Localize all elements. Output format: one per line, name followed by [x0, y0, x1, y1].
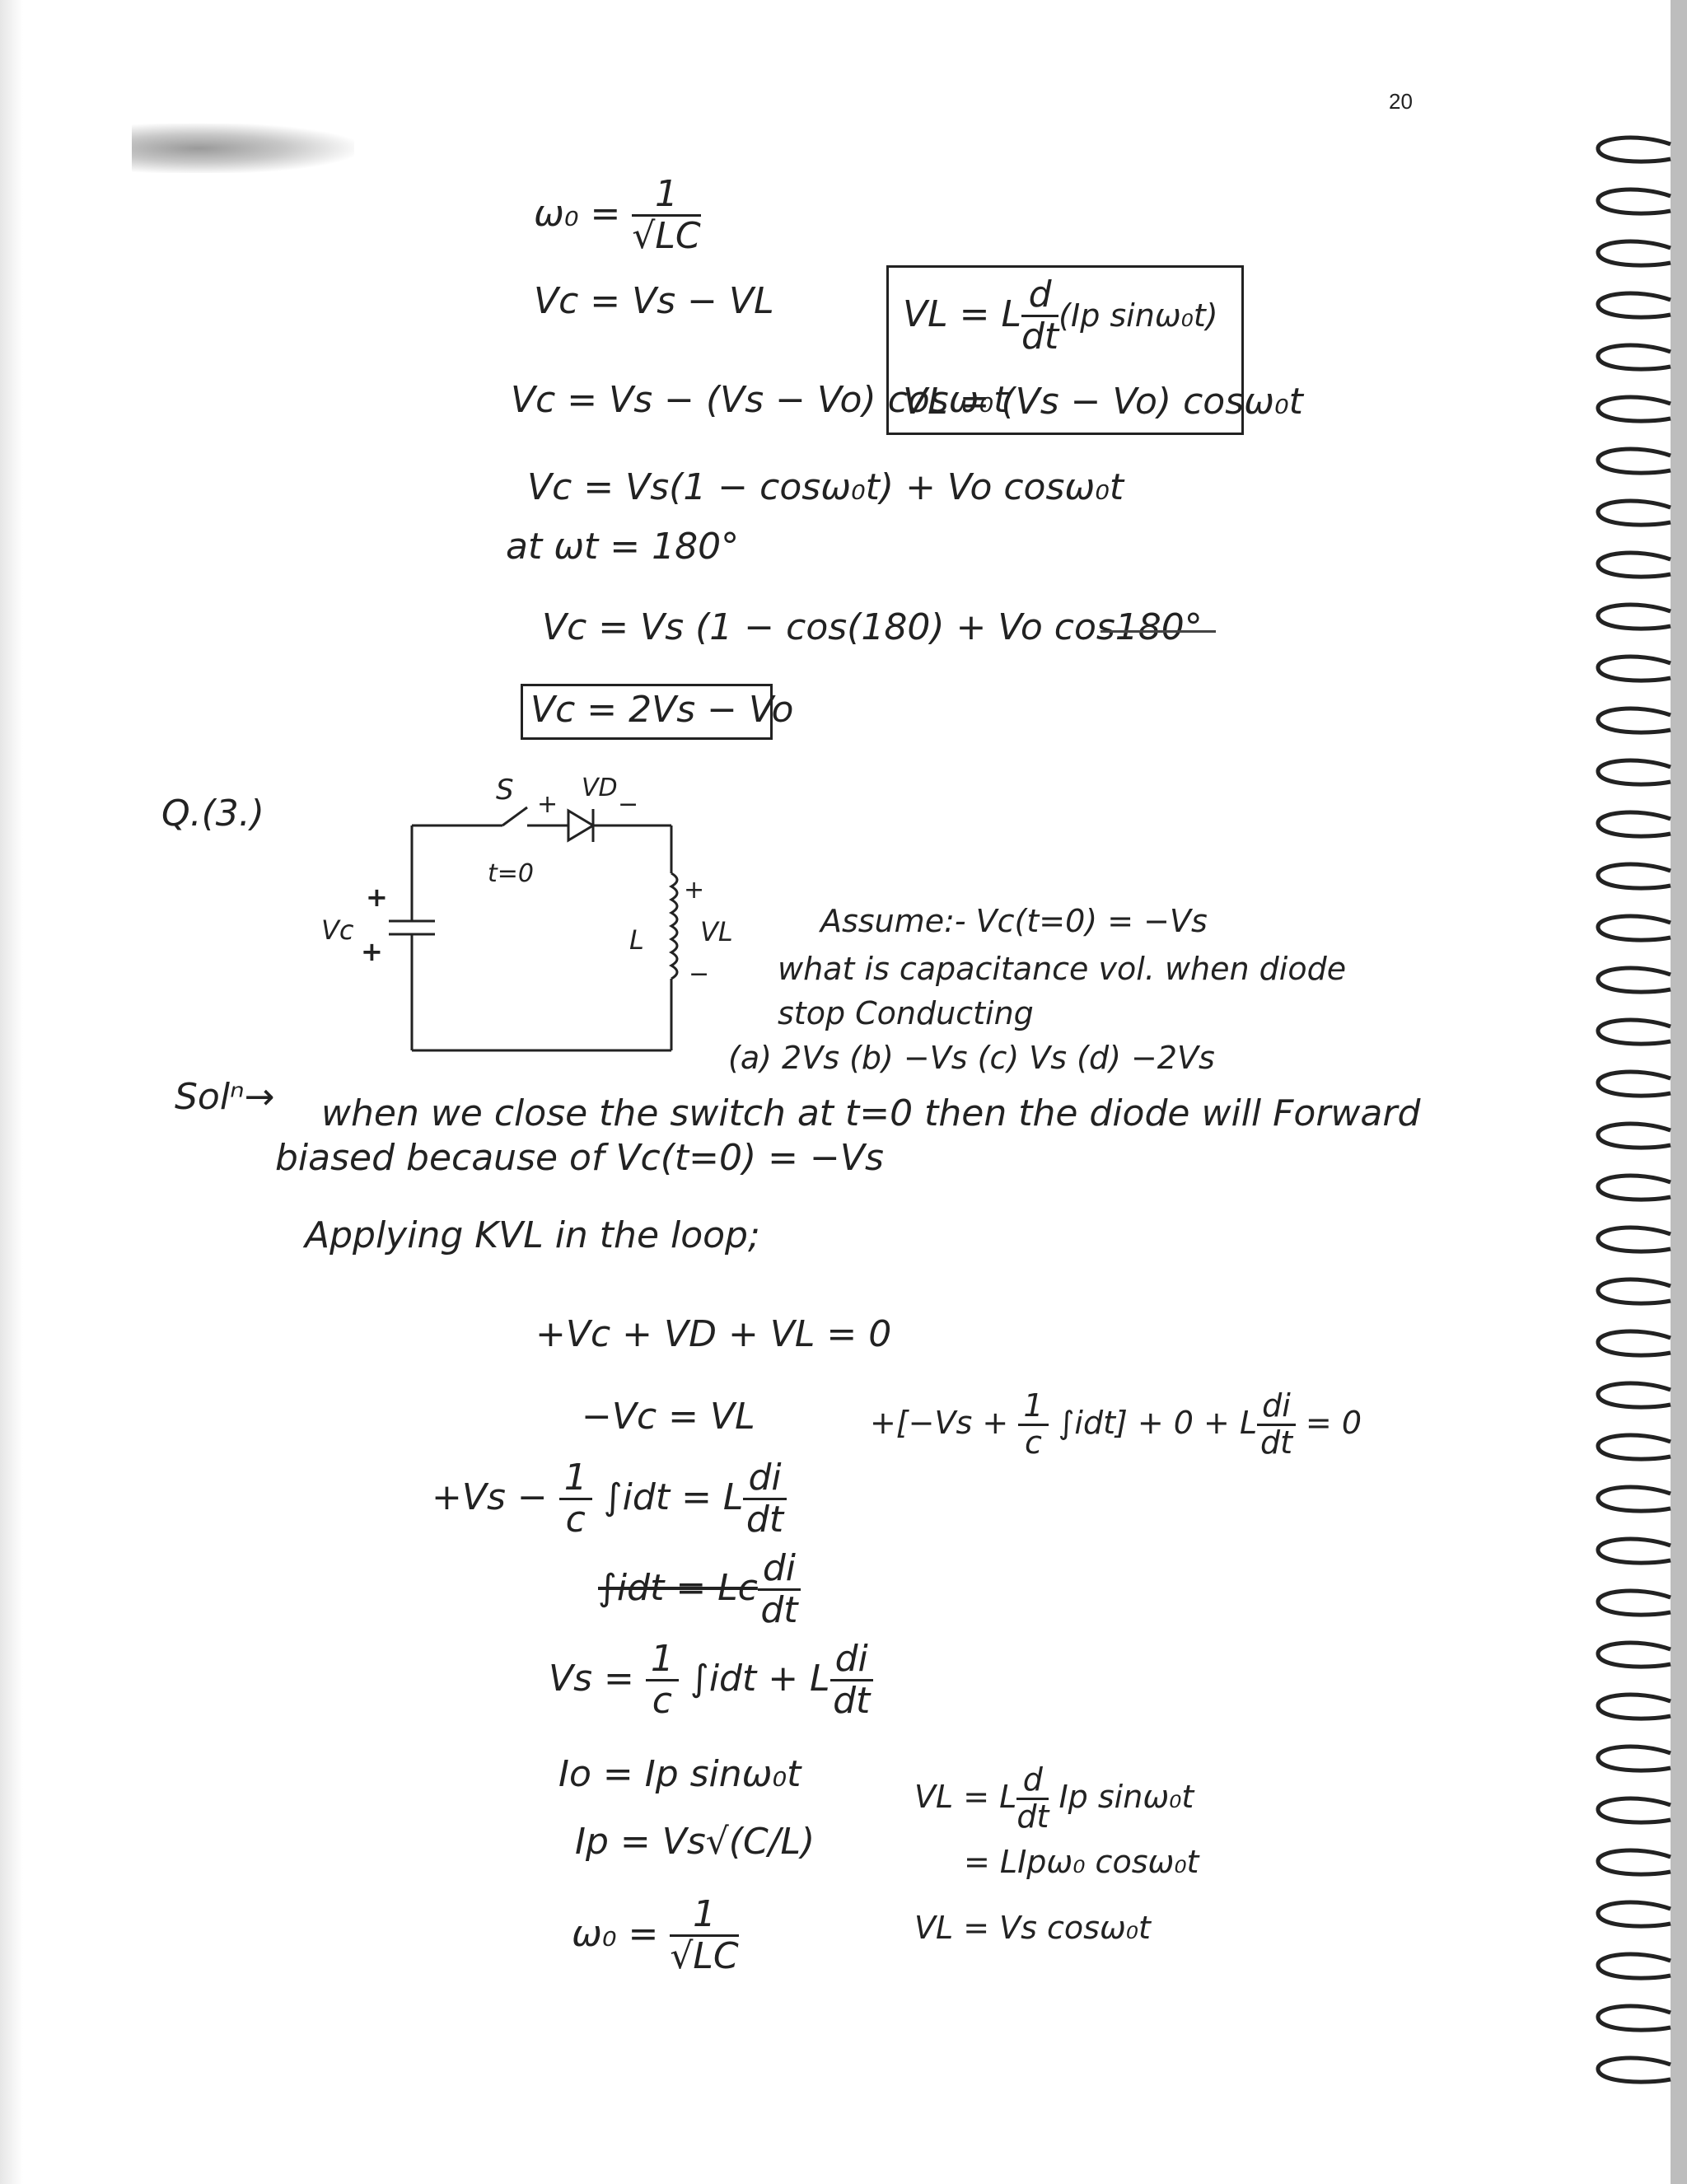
- spiral-ring: [1598, 864, 1671, 888]
- switch-label: S: [496, 774, 514, 807]
- spiral-ring: [1598, 397, 1671, 421]
- vl-eq1-fraction: [1016, 1763, 1049, 1835]
- spiral-ring: [1598, 1695, 1671, 1719]
- circuit-diagram: [305, 774, 733, 1087]
- vs-eq-num: 1: [646, 1639, 679, 1681]
- vl-line1-fraction: [1021, 275, 1058, 358]
- spiral-ring: [1598, 241, 1671, 265]
- vc-equation-3: Vc = Vs(1 − cosω₀t) + Vo cosω₀t: [527, 466, 1124, 508]
- inductor-label: L: [629, 924, 644, 956]
- vl-equation-3: VL = Vs cosω₀t: [914, 1910, 1151, 1946]
- kvl3-di-den: dt: [745, 1499, 784, 1541]
- page-left-edge: [0, 0, 23, 2184]
- spiral-ring: [1598, 1176, 1671, 1200]
- omega-equation: [534, 175, 701, 257]
- vc-equation-1: Vc = Vs − VL: [534, 280, 774, 322]
- spiral-ring: [1598, 1072, 1671, 1096]
- spiral-ring: [1598, 1487, 1671, 1511]
- kvl3-frac-num: 1: [559, 1458, 592, 1500]
- vl-line1-lhs: VL = L: [903, 292, 1021, 335]
- struck-part-a: ∫idt = Lc: [598, 1566, 758, 1609]
- vl-equation-1: [914, 1763, 1194, 1835]
- vs-eq-part-a: Vs =: [549, 1657, 634, 1700]
- spiral-ring: [1598, 1124, 1671, 1148]
- w0-den: √LC: [670, 1935, 739, 1978]
- kvl-right-di-den: dt: [1259, 1424, 1292, 1461]
- question-options: (a) 2Vs (b) −Vs (c) Vs (d) −2Vs: [728, 1040, 1215, 1076]
- vl-line1-num: d: [1021, 275, 1058, 317]
- vl-boxed-line-2: VL = (Vs − Vo) cosω₀t: [903, 381, 1303, 423]
- solution-label: Solⁿ→: [175, 1076, 275, 1118]
- vs-equation: [549, 1639, 873, 1722]
- spiral-ring: [1598, 657, 1671, 680]
- spiral-ring: [1598, 1747, 1671, 1770]
- w0-lhs: ω₀ =: [572, 1912, 659, 1955]
- struck-num: di: [758, 1549, 801, 1591]
- capacitor-plus-bottom: +: [361, 936, 383, 967]
- vs-eq-fraction: [646, 1639, 679, 1722]
- kvl3-part-a: +Vs −: [432, 1475, 548, 1518]
- kvl3-part-b: ∫idt = L: [603, 1475, 744, 1518]
- question-prompt-line-2: stop Conducting: [778, 995, 1034, 1031]
- struck-den: dt: [760, 1589, 798, 1632]
- omega-numerator: 1: [632, 175, 700, 217]
- vl-boxed-line-1: [903, 275, 1218, 358]
- w0-fraction: [670, 1895, 738, 1977]
- kvl-right-frac-num: 1: [1018, 1389, 1048, 1426]
- vl-eq1-num: d: [1016, 1763, 1049, 1800]
- diode-triangle: [568, 811, 593, 840]
- diode-label: VD: [582, 774, 618, 802]
- diode-minus: −: [618, 790, 639, 819]
- kvl3-fraction: [559, 1458, 592, 1541]
- spiral-ring: [1598, 449, 1671, 473]
- page-number: 20: [1389, 89, 1413, 114]
- omega-denominator: √LC: [632, 215, 701, 258]
- spiral-ring: [1598, 138, 1671, 161]
- solution-line-2: biased because of Vc(t=0) = −Vs: [275, 1137, 884, 1179]
- w0-num: 1: [670, 1895, 738, 1937]
- spiral-ring: [1598, 293, 1671, 317]
- spiral-ring: [1598, 1383, 1671, 1407]
- assume-text: Assume:- Vc(t=0) = −Vs: [820, 903, 1208, 939]
- spiral-ring: [1598, 1435, 1671, 1459]
- spiral-ring: [1598, 968, 1671, 992]
- kvl3-di-fraction: [743, 1458, 786, 1541]
- spiral-ring: [1598, 189, 1671, 213]
- vl-label: VL: [700, 916, 733, 947]
- vs-eq-di-fraction: [830, 1639, 873, 1722]
- vl-plus: +: [684, 876, 705, 905]
- spiral-ring: [1598, 1279, 1671, 1303]
- vc-result: Vc = 2Vs − Vo: [530, 689, 794, 731]
- spiral-ring: [1598, 345, 1671, 369]
- spiral-ring: [1598, 1020, 1671, 1044]
- vl-equation-2: = LIpω₀ cosω₀t: [964, 1844, 1199, 1880]
- switch-blade: [502, 807, 527, 825]
- spiral-ring: [1598, 1850, 1671, 1874]
- ip-equation: Ip = Vs√(C/L): [575, 1821, 815, 1863]
- at-wt-180: at ωt = 180°: [506, 526, 740, 568]
- vl-eq1-part-b: Ip sinω₀t: [1058, 1778, 1194, 1815]
- spiral-ring: [1598, 2006, 1671, 2030]
- io-equation: Io = Ip sinω₀t: [558, 1753, 801, 1795]
- vl-line1-den: dt: [1021, 316, 1059, 358]
- spiral-ring: [1598, 1539, 1671, 1563]
- vs-eq-part-b: ∫idt + L: [689, 1657, 830, 1700]
- solution-line-3: Applying KVL in the loop;: [305, 1214, 760, 1256]
- capacitor-label: Vc: [321, 914, 354, 946]
- kvl-equation-2: −Vc = VL: [582, 1396, 755, 1438]
- spiral-ring: [1598, 1954, 1671, 1978]
- spiral-ring: [1598, 2058, 1671, 2082]
- kvl-equation-1: +Vc + VD + VL = 0: [535, 1313, 892, 1355]
- spiral-ring: [1598, 1902, 1671, 1926]
- kvl-right-fraction: [1018, 1389, 1048, 1461]
- omega-lhs: ω₀ =: [534, 192, 621, 235]
- omega-fraction: [632, 175, 700, 257]
- dash-mark: [1101, 630, 1216, 633]
- vc-equation-4: Vc = Vs (1 − cos(180) + Vo cos180°: [542, 606, 1203, 648]
- solution-line-1: when we close the switch at t=0 then the diode will Forward: [321, 1092, 1421, 1134]
- kvl-right-di-fraction: [1257, 1389, 1296, 1461]
- kvl-right-equation: [870, 1389, 1362, 1461]
- vs-eq-di-den: dt: [833, 1680, 871, 1723]
- switch-time-label: t=0: [488, 859, 534, 888]
- vl-minus: −: [689, 960, 710, 989]
- spiral-ring: [1598, 501, 1671, 525]
- vs-eq-di-num: di: [830, 1639, 873, 1681]
- kvl-right-di-num: di: [1257, 1389, 1296, 1426]
- spiral-ring: [1598, 605, 1671, 629]
- kvl3-di-num: di: [743, 1458, 786, 1500]
- spiral-ring: [1598, 1591, 1671, 1615]
- scan-smudge: [132, 124, 354, 173]
- w0-equation: [572, 1895, 739, 1977]
- kvl-right-part-c: = 0: [1305, 1404, 1362, 1441]
- spiral-ring: [1598, 760, 1671, 784]
- vl-eq1-den: dt: [1016, 1798, 1049, 1835]
- spiral-ring: [1598, 1331, 1671, 1355]
- spiral-ring: [1598, 1798, 1671, 1822]
- spiral-ring: [1598, 1228, 1671, 1251]
- spiral-ring: [1598, 709, 1671, 732]
- spiral-binding: [1547, 0, 1687, 2184]
- capacitor-plus-top: +: [366, 882, 388, 913]
- vl-eq1-part-a: VL = L: [914, 1778, 1017, 1815]
- struck-fraction: [758, 1549, 801, 1631]
- vl-line1-rhs: (Ip sinω₀t): [1058, 297, 1218, 334]
- question-label: Q.(3.): [161, 793, 264, 835]
- kvl-right-frac-den: c: [1024, 1424, 1042, 1461]
- spiral-ring: [1598, 812, 1671, 836]
- spiral-ring: [1598, 553, 1671, 577]
- spiral-ring: [1598, 916, 1671, 940]
- question-prompt-line-1: what is capacitance vol. when diode: [778, 951, 1347, 987]
- kvl-right-part-a: +[−Vs +: [870, 1404, 1009, 1441]
- diode-plus: +: [537, 790, 558, 819]
- spiral-ring: [1598, 1643, 1671, 1667]
- kvl3-frac-den: c: [565, 1499, 586, 1541]
- struck-equation: [598, 1549, 801, 1631]
- kvl-right-part-b: ∫idt] + 0 + L: [1058, 1404, 1258, 1441]
- vs-eq-den: c: [652, 1680, 672, 1723]
- inductor-coil: [671, 873, 677, 979]
- kvl-equation-3: [432, 1458, 787, 1541]
- vc-equation-2: Vc = Vs − (Vs − Vo) cosω₀t: [511, 379, 1008, 421]
